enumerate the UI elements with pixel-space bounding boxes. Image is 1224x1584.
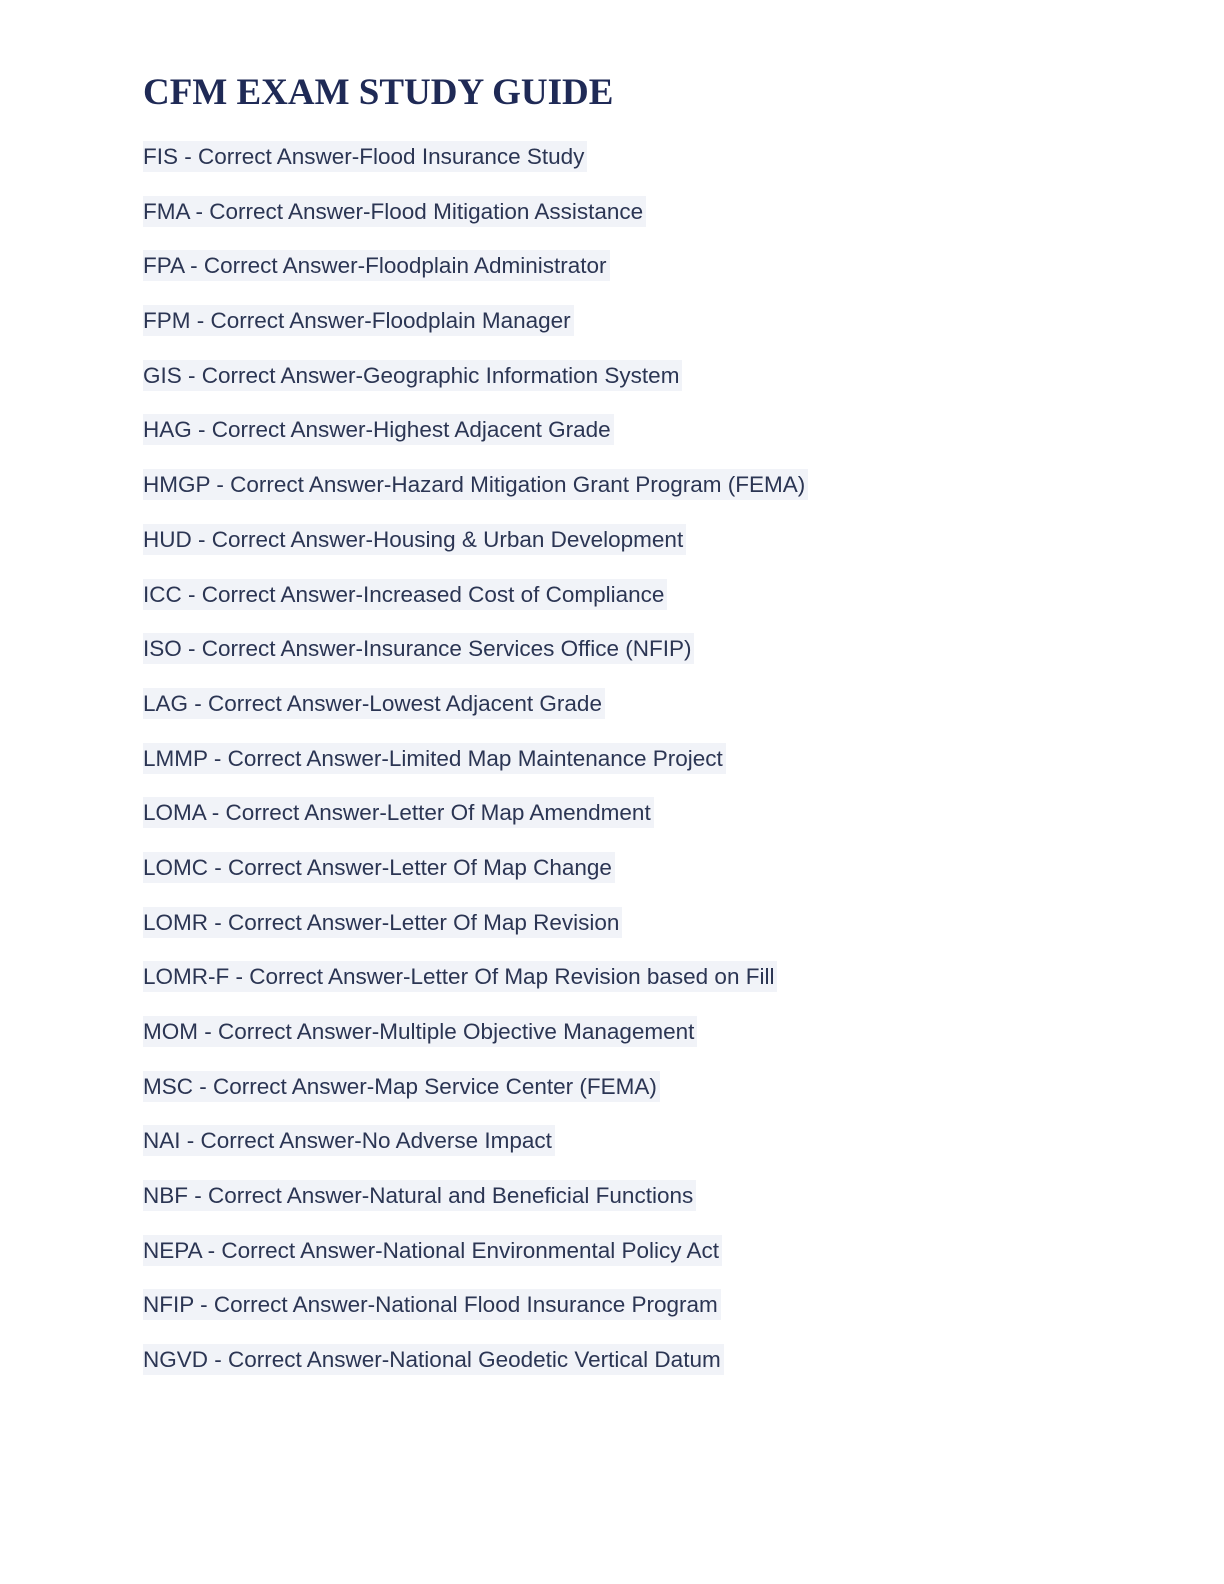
qa-item-icc xyxy=(143,579,808,634)
qa-text: HAG - Correct Answer-Highest Adjacent Grade xyxy=(143,414,614,445)
qa-item-lag xyxy=(143,688,808,743)
qa-item-lomr-f xyxy=(143,961,808,1016)
qa-item-gis xyxy=(143,360,808,415)
qa-item-fpa xyxy=(143,250,808,305)
qa-item-fis xyxy=(143,141,808,196)
qa-item-hag xyxy=(143,414,808,469)
qa-item-iso xyxy=(143,633,808,688)
qa-text: LMMP - Correct Answer-Limited Map Maintenance Project xyxy=(143,743,726,774)
qa-text: NAI - Correct Answer-No Adverse Impact xyxy=(143,1125,555,1156)
qa-item-lomc xyxy=(143,852,808,907)
qa-text: LAG - Correct Answer-Lowest Adjacent Grade xyxy=(143,688,605,719)
qa-item-msc xyxy=(143,1071,808,1126)
qa-list xyxy=(143,141,808,1399)
qa-item-hmgp xyxy=(143,469,808,524)
qa-text: LOMA - Correct Answer-Letter Of Map Amendment xyxy=(143,797,654,828)
qa-text: NBF - Correct Answer-Natural and Beneficial Functions xyxy=(143,1180,696,1211)
qa-item-fpm xyxy=(143,305,808,360)
qa-text: FMA - Correct Answer-Flood Mitigation Assistance xyxy=(143,196,646,227)
qa-text: ISO - Correct Answer-Insurance Services Office (NFIP) xyxy=(143,633,694,664)
qa-text: FPA - Correct Answer-Floodplain Administrator xyxy=(143,250,610,281)
qa-text: MOM - Correct Answer-Multiple Objective Management xyxy=(143,1016,697,1047)
qa-item-fma xyxy=(143,196,808,251)
qa-text: MSC - Correct Answer-Map Service Center (FEMA) xyxy=(143,1071,660,1102)
qa-item-nai xyxy=(143,1125,808,1180)
qa-text: HMGP - Correct Answer-Hazard Mitigation Grant Program (FEMA) xyxy=(143,469,808,500)
qa-item-nepa xyxy=(143,1235,808,1290)
qa-item-hud xyxy=(143,524,808,579)
qa-text: NEPA - Correct Answer-National Environmental Policy Act xyxy=(143,1235,722,1266)
qa-text: NFIP - Correct Answer-National Flood Insurance Program xyxy=(143,1289,721,1320)
qa-text: NGVD - Correct Answer-National Geodetic Vertical Datum xyxy=(143,1344,724,1375)
qa-item-nfip xyxy=(143,1289,808,1344)
qa-text: ICC - Correct Answer-Increased Cost of Compliance xyxy=(143,579,667,610)
qa-text: LOMC - Correct Answer-Letter Of Map Change xyxy=(143,852,615,883)
qa-item-lomr xyxy=(143,907,808,962)
qa-text: LOMR-F - Correct Answer-Letter Of Map Revision based on Fill xyxy=(143,961,777,992)
qa-item-lmmp xyxy=(143,743,808,798)
qa-text: FIS - Correct Answer-Flood Insurance Study xyxy=(143,141,587,172)
qa-item-ngvd xyxy=(143,1344,808,1399)
qa-text: FPM - Correct Answer-Floodplain Manager xyxy=(143,305,574,336)
qa-text: GIS - Correct Answer-Geographic Information System xyxy=(143,360,682,391)
qa-text: HUD - Correct Answer-Housing & Urban Development xyxy=(143,524,686,555)
qa-item-nbf xyxy=(143,1180,808,1235)
page-title: CFM EXAM STUDY GUIDE xyxy=(143,72,614,113)
qa-text: LOMR - Correct Answer-Letter Of Map Revision xyxy=(143,907,622,938)
qa-item-loma xyxy=(143,797,808,852)
qa-item-mom xyxy=(143,1016,808,1071)
